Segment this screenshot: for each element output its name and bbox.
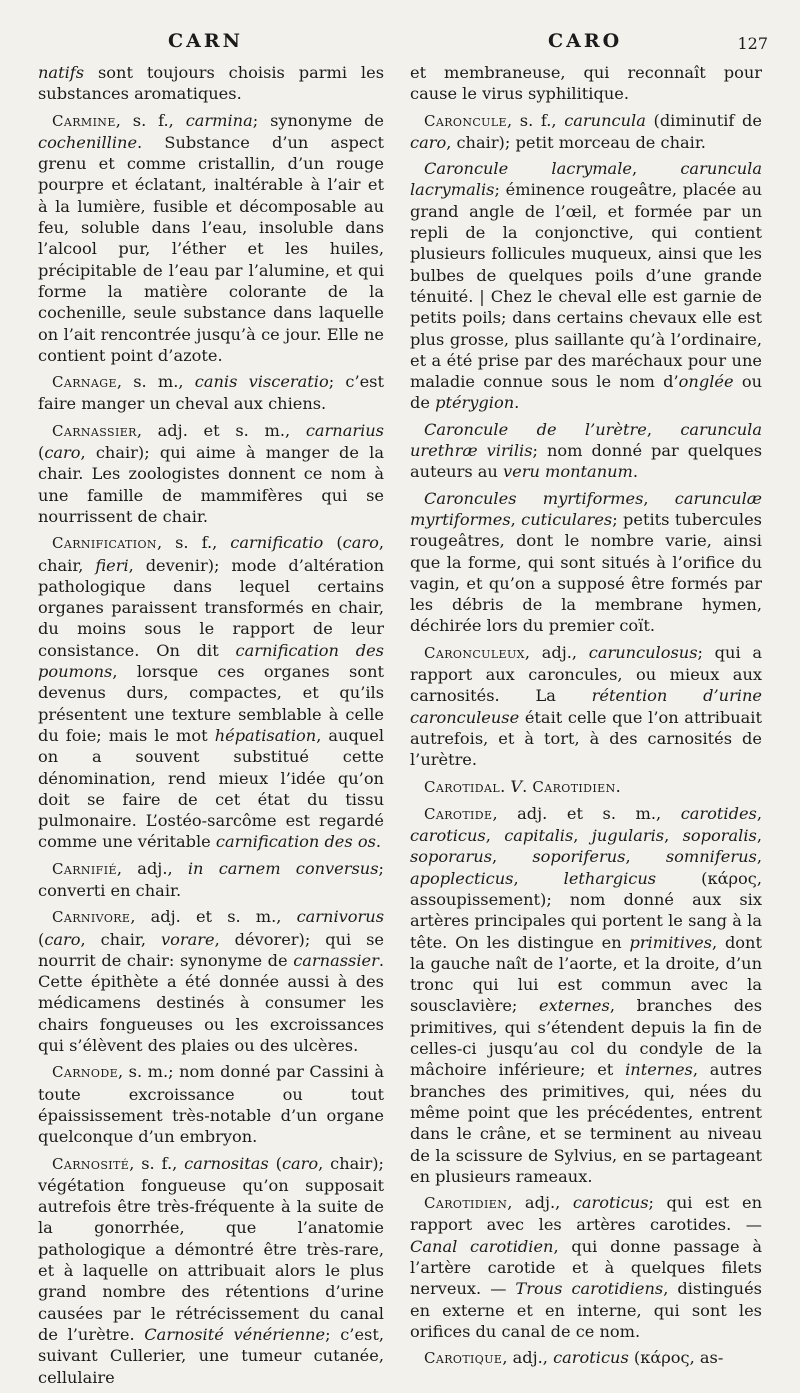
entry-headword: Carotidien xyxy=(424,1194,508,1213)
entry-text: , s. m.; nom donné par Cassini à toute excroissance ou tout épaississement très-notable d’un organe quelconque d’un embryon. xyxy=(38,1062,384,1147)
entry-text: , adj., xyxy=(502,1348,554,1368)
entry-text: . xyxy=(522,776,533,796)
dictionary-entry xyxy=(410,62,762,105)
italic-term: Caroncules myrtiformes xyxy=(424,488,644,508)
italic-term: Caroncule lacrymale xyxy=(424,159,632,179)
entry-headword: Carnivore xyxy=(52,908,131,927)
entry-headword: Carnode xyxy=(52,1063,118,1082)
italic-term: caro xyxy=(410,132,447,152)
italic-term: caroticus xyxy=(553,1348,629,1368)
entry-headword: Carmine xyxy=(52,111,116,130)
italic-term: carnification des os xyxy=(215,832,376,852)
entry-text: , xyxy=(631,159,681,179)
italic-term: caruncula xyxy=(564,110,646,130)
italic-term: caruncula urethræ virilis xyxy=(410,419,762,461)
entry-text: ; éminence rougeâtre, placée au grand angle de l’œil, et formée par un repli de la conjonctive, qui contient plusieurs follicules muqueux, ainsi que les bulbes de quelques poils d’une grande ténuité. | Chez le cheval elle est garnie de petits poils; dans certains chevaux elle est plus grosse, plus saillante qu’à l’ordinaire, et a été prise par des maréchaux pour une maladie connue sous le nom d’ xyxy=(410,180,762,392)
dictionary-entry xyxy=(410,642,762,771)
entry-text: , branches des primitives, qui s’étendent depuis la fin de celles-ci jusqu’au col du condyle de la mâchoire inférieure; et xyxy=(410,996,762,1080)
entry-text: ; nom donné par quelques auteurs au xyxy=(410,441,762,482)
entry-text: , xyxy=(756,826,762,846)
italic-term: veru montanum xyxy=(503,462,633,482)
entry-text: , xyxy=(756,803,762,823)
entry-text: , s. f., xyxy=(156,533,231,553)
dictionary-entry xyxy=(410,776,762,798)
dictionary-entry xyxy=(38,110,384,367)
italic-term: caro xyxy=(44,929,81,949)
entry-text: , s. f., xyxy=(129,1153,185,1173)
entry-text: ( xyxy=(323,533,343,553)
entry-text: , xyxy=(625,847,666,867)
entry-text: , xyxy=(643,488,675,508)
italic-term: soporalis xyxy=(682,826,757,846)
dictionary-entry xyxy=(38,532,384,852)
entry-text: ; qui est en rapport avec les artères carotides. — xyxy=(410,1193,762,1235)
entry-text: . xyxy=(514,393,520,413)
italic-term: soporarus xyxy=(410,847,493,867)
italic-term: in carnem conversus xyxy=(187,858,379,878)
dictionary-entry xyxy=(410,419,762,483)
italic-term: carnassier xyxy=(293,950,379,970)
entry-text: . xyxy=(615,776,621,796)
entry-text: ; qui a rapport aux caroncules, ou mieux aux carnosités. La xyxy=(410,642,762,706)
entry-text: ( xyxy=(38,929,45,949)
italic-term: capitalis xyxy=(504,826,574,846)
italic-term: natifs xyxy=(38,63,85,82)
entry-text: était celle que l’on attribuait autrefois, et à tort, à des carnosités de l’urètre. xyxy=(410,707,762,770)
italic-term: caroticus xyxy=(410,826,486,846)
italic-term: externes xyxy=(538,996,610,1016)
italic-term: carotides xyxy=(680,803,757,823)
dictionary-entry xyxy=(38,62,384,105)
entry-text: ( xyxy=(38,443,45,463)
italic-term: primitives xyxy=(629,932,712,952)
entry-headword: Carnassier xyxy=(52,421,137,440)
entry-headword: Caronculeux xyxy=(424,643,525,662)
entry-headword: Carnosité xyxy=(52,1154,130,1173)
entry-text: , lorsque ces organes sont devenus durs, compactes, et qu’ils présentent une texture semblable à celle du foie; mais le mot xyxy=(38,662,384,745)
entry-text: et membraneuse, qui reconnaît pour cause le virus syphilitique. xyxy=(410,63,762,104)
entry-text: ; converti en chair. xyxy=(38,858,384,900)
entry-headword: Caroncule xyxy=(424,111,507,130)
italic-term: Trous carotidiens xyxy=(515,1279,664,1299)
italic-term: somniferus xyxy=(665,847,757,867)
entry-text: ; synonyme de xyxy=(252,110,384,130)
entry-text: , devenir); mode d’altération pathologique dans lequel certains organes paraissent transformés en chair, du moins sous le rapport de leur consistance. On dit xyxy=(38,555,384,660)
entry-text: sont toujours choisis parmi les substances aromatiques. xyxy=(38,63,384,104)
dictionary-entry xyxy=(410,1347,762,1369)
italic-term: onglée xyxy=(678,372,734,392)
italic-term: caro xyxy=(44,443,81,463)
italic-term: cochenilline xyxy=(38,132,138,152)
entry-text: , s. m., xyxy=(116,372,195,392)
italic-term: Carnosité vénérienne xyxy=(144,1324,326,1344)
italic-term: soporiferus xyxy=(532,847,626,867)
running-head-right: CARO xyxy=(548,30,623,52)
italic-term: vorare xyxy=(160,929,215,949)
dictionary-entry xyxy=(38,1061,384,1147)
dictionary-entry xyxy=(38,906,384,1056)
entry-text: . xyxy=(632,462,639,482)
entry-text: , xyxy=(646,419,681,439)
entry-text: , adj., xyxy=(507,1193,573,1213)
entry-text: . Substance d’un aspect grenu et comme cristallin, d’un rouge pourpre et éclatant, inaltérable à l’air et à la lumière, fusible et décomposable au feu, soluble dans l’eau, insoluble dans l’alcool pur, l’éther et les huiles, précipitable de l’eau par l’alumine, et qui forme la matière colorante de la cochenille, seule substance dans laquelle on l’ait rencontrée jusqu’à ce jour. Elle ne contient point d’azote. xyxy=(38,132,384,365)
entry-text: (κάρος, assoupissement); nom donné aux six artères principales qui portent le sang à la tête. On les distingue en xyxy=(410,868,763,952)
entry-headword: Carotidal xyxy=(424,777,501,796)
italic-term: carmina xyxy=(185,110,253,130)
entry-text: , dévorer); qui se nourrit de chair: synonyme de xyxy=(38,929,384,970)
dictionary-entry xyxy=(410,488,762,637)
entry-text: , distingués en externe et en interne, qui sont les orifices du canal de ce nom. xyxy=(410,1279,762,1341)
entry-headword: Carnification xyxy=(52,534,157,553)
entry-text: , auquel on a souvent substitué cette dénomination, rend mieux l’idée qu’on doit se faire de cet état du tissu pulmonaire. L’ostéo-sarcôme est regardé comme une véritable xyxy=(38,725,384,852)
italic-term: Canal carotidien xyxy=(410,1236,554,1256)
right-column xyxy=(410,62,762,1375)
entry-text: . Cette épithète a été donnée aussi à des médicamens destinés à consumer les chairs fongueuses ou les excroissances qui s’élèvent des plaies ou des ulcères. xyxy=(38,950,384,1056)
italic-term: internes xyxy=(625,1060,693,1080)
entry-text: , adj., xyxy=(524,642,589,662)
italic-term: carunculæ myrtiformes xyxy=(410,488,762,529)
italic-term: carunculosus xyxy=(588,642,698,662)
italic-term: hépatisation xyxy=(214,725,317,745)
italic-term: caruncula lacrymalis xyxy=(410,159,762,200)
dictionary-entry xyxy=(38,1153,384,1388)
entry-text: , xyxy=(510,509,522,529)
entry-text: , adj., xyxy=(116,858,188,878)
entry-text: , adj. et s. m., xyxy=(492,803,681,823)
italic-term: cuticulares xyxy=(521,509,613,529)
entry-text: , dont la gauche naît de l’aorte, et la droite, d’un tronc qui lui est commun avec la sousclavière; xyxy=(410,932,762,1016)
entry-text: , s. f., xyxy=(115,110,186,130)
entry-text: , adj. et s. m., xyxy=(130,907,297,927)
italic-term: ptérygion xyxy=(435,393,515,413)
entry-text: , xyxy=(485,826,505,846)
entry-text: , xyxy=(492,847,533,867)
entry-text: . xyxy=(375,832,382,852)
entry-text: , s. f., xyxy=(506,110,565,130)
entry-text: (κάρος, as- xyxy=(628,1348,724,1368)
italic-term: fieri xyxy=(95,555,129,575)
entry-text: , chair); petit morceau de chair. xyxy=(446,132,706,152)
italic-term: canis visceratio xyxy=(194,372,329,392)
entry-text: . xyxy=(500,776,511,796)
italic-term: carnificatio xyxy=(230,533,324,553)
italic-term: carnositas xyxy=(184,1153,269,1173)
entry-text: ; c’est, suivant Cullerier, une tumeur cutanée, cellulaire xyxy=(38,1324,384,1387)
entry-text: , autres branches des primitives, qui, nées du même point que les précédentes, entrent dans le crâne, et se terminent au niveau de la scissure de Sylvius, en se partageant en plusieurs rameaux. xyxy=(410,1060,762,1186)
dictionary-entry xyxy=(38,420,384,527)
dictionary-entry xyxy=(410,803,762,1187)
entry-text: , chair); végétation fongueuse qu’on supposait autrefois être très-fréquente à la suite de la gonorrhée, que l’anatomie pathologique a démontré être très-rare, et à laquelle on attribuait alors le plus grand nombre des rétentions d’urine causées par le rétrécissement du canal de l’urètre. xyxy=(38,1153,384,1344)
entry-text: , qui donne passage à l’artère carotide et à quelques filets nerveux. — xyxy=(410,1236,762,1299)
entry-headword: Carotique xyxy=(424,1349,503,1368)
dictionary-entry xyxy=(38,371,384,415)
running-header xyxy=(0,30,800,60)
italic-term: carnivorus xyxy=(296,907,384,927)
dictionary-entry xyxy=(410,1192,762,1342)
dictionary-entry xyxy=(38,858,384,902)
entry-text: , xyxy=(756,847,763,867)
italic-term: apoplecticus xyxy=(410,868,514,888)
dictionary-entry xyxy=(410,158,762,414)
italic-term: caroticus xyxy=(572,1193,649,1213)
dictionary-entry xyxy=(410,110,762,154)
page-number: 127 xyxy=(737,34,768,53)
italic-term: caro xyxy=(342,533,379,553)
entry-text: ; petits tubercules rougeâtres, dont le nombre varie, ainsi que la forme, qui sont situés à l’orifice du vagin, et qu’on a supposé être formés par les débris de la membrane hymen, déchirée lors du premier coït. xyxy=(410,509,762,636)
running-head-left: CARN xyxy=(168,30,244,52)
italic-term: carnarius xyxy=(305,420,384,440)
entry-text: ; c’est faire manger un cheval aux chiens. xyxy=(38,372,384,414)
entry-text: , chair); qui aime à manger de la chair. Les zoologistes donnent ce nom à une famille de mammifères qui se nourrissent de chair. xyxy=(38,443,384,526)
italic-term: rétention d’urine caronculeuse xyxy=(410,686,762,727)
entry-headword: Carotidien xyxy=(532,777,616,796)
entry-text: , xyxy=(573,826,592,846)
entry-text: , chair, xyxy=(80,929,161,949)
entry-text: , chair, xyxy=(38,533,384,575)
entry-text: , xyxy=(664,826,683,846)
entry-text: (diminutif de xyxy=(645,110,762,130)
left-column xyxy=(38,62,384,1393)
entry-headword: Carnifié xyxy=(52,859,117,878)
entry-text: ou de xyxy=(410,372,762,413)
italic-term: lethargicus xyxy=(563,868,657,888)
italic-term: carnification des poumons xyxy=(38,640,384,682)
entry-text: , xyxy=(513,868,564,888)
italic-term: Caroncule de l’urètre xyxy=(424,419,647,439)
italic-term: V xyxy=(510,776,523,796)
entry-headword: Carotide xyxy=(424,804,493,823)
italic-term: jugularis xyxy=(591,826,665,846)
italic-term: caro xyxy=(281,1153,319,1173)
entry-text: ( xyxy=(268,1153,282,1173)
entry-text: , adj. et s. m., xyxy=(136,420,306,440)
entry-headword: Carnage xyxy=(52,373,117,392)
